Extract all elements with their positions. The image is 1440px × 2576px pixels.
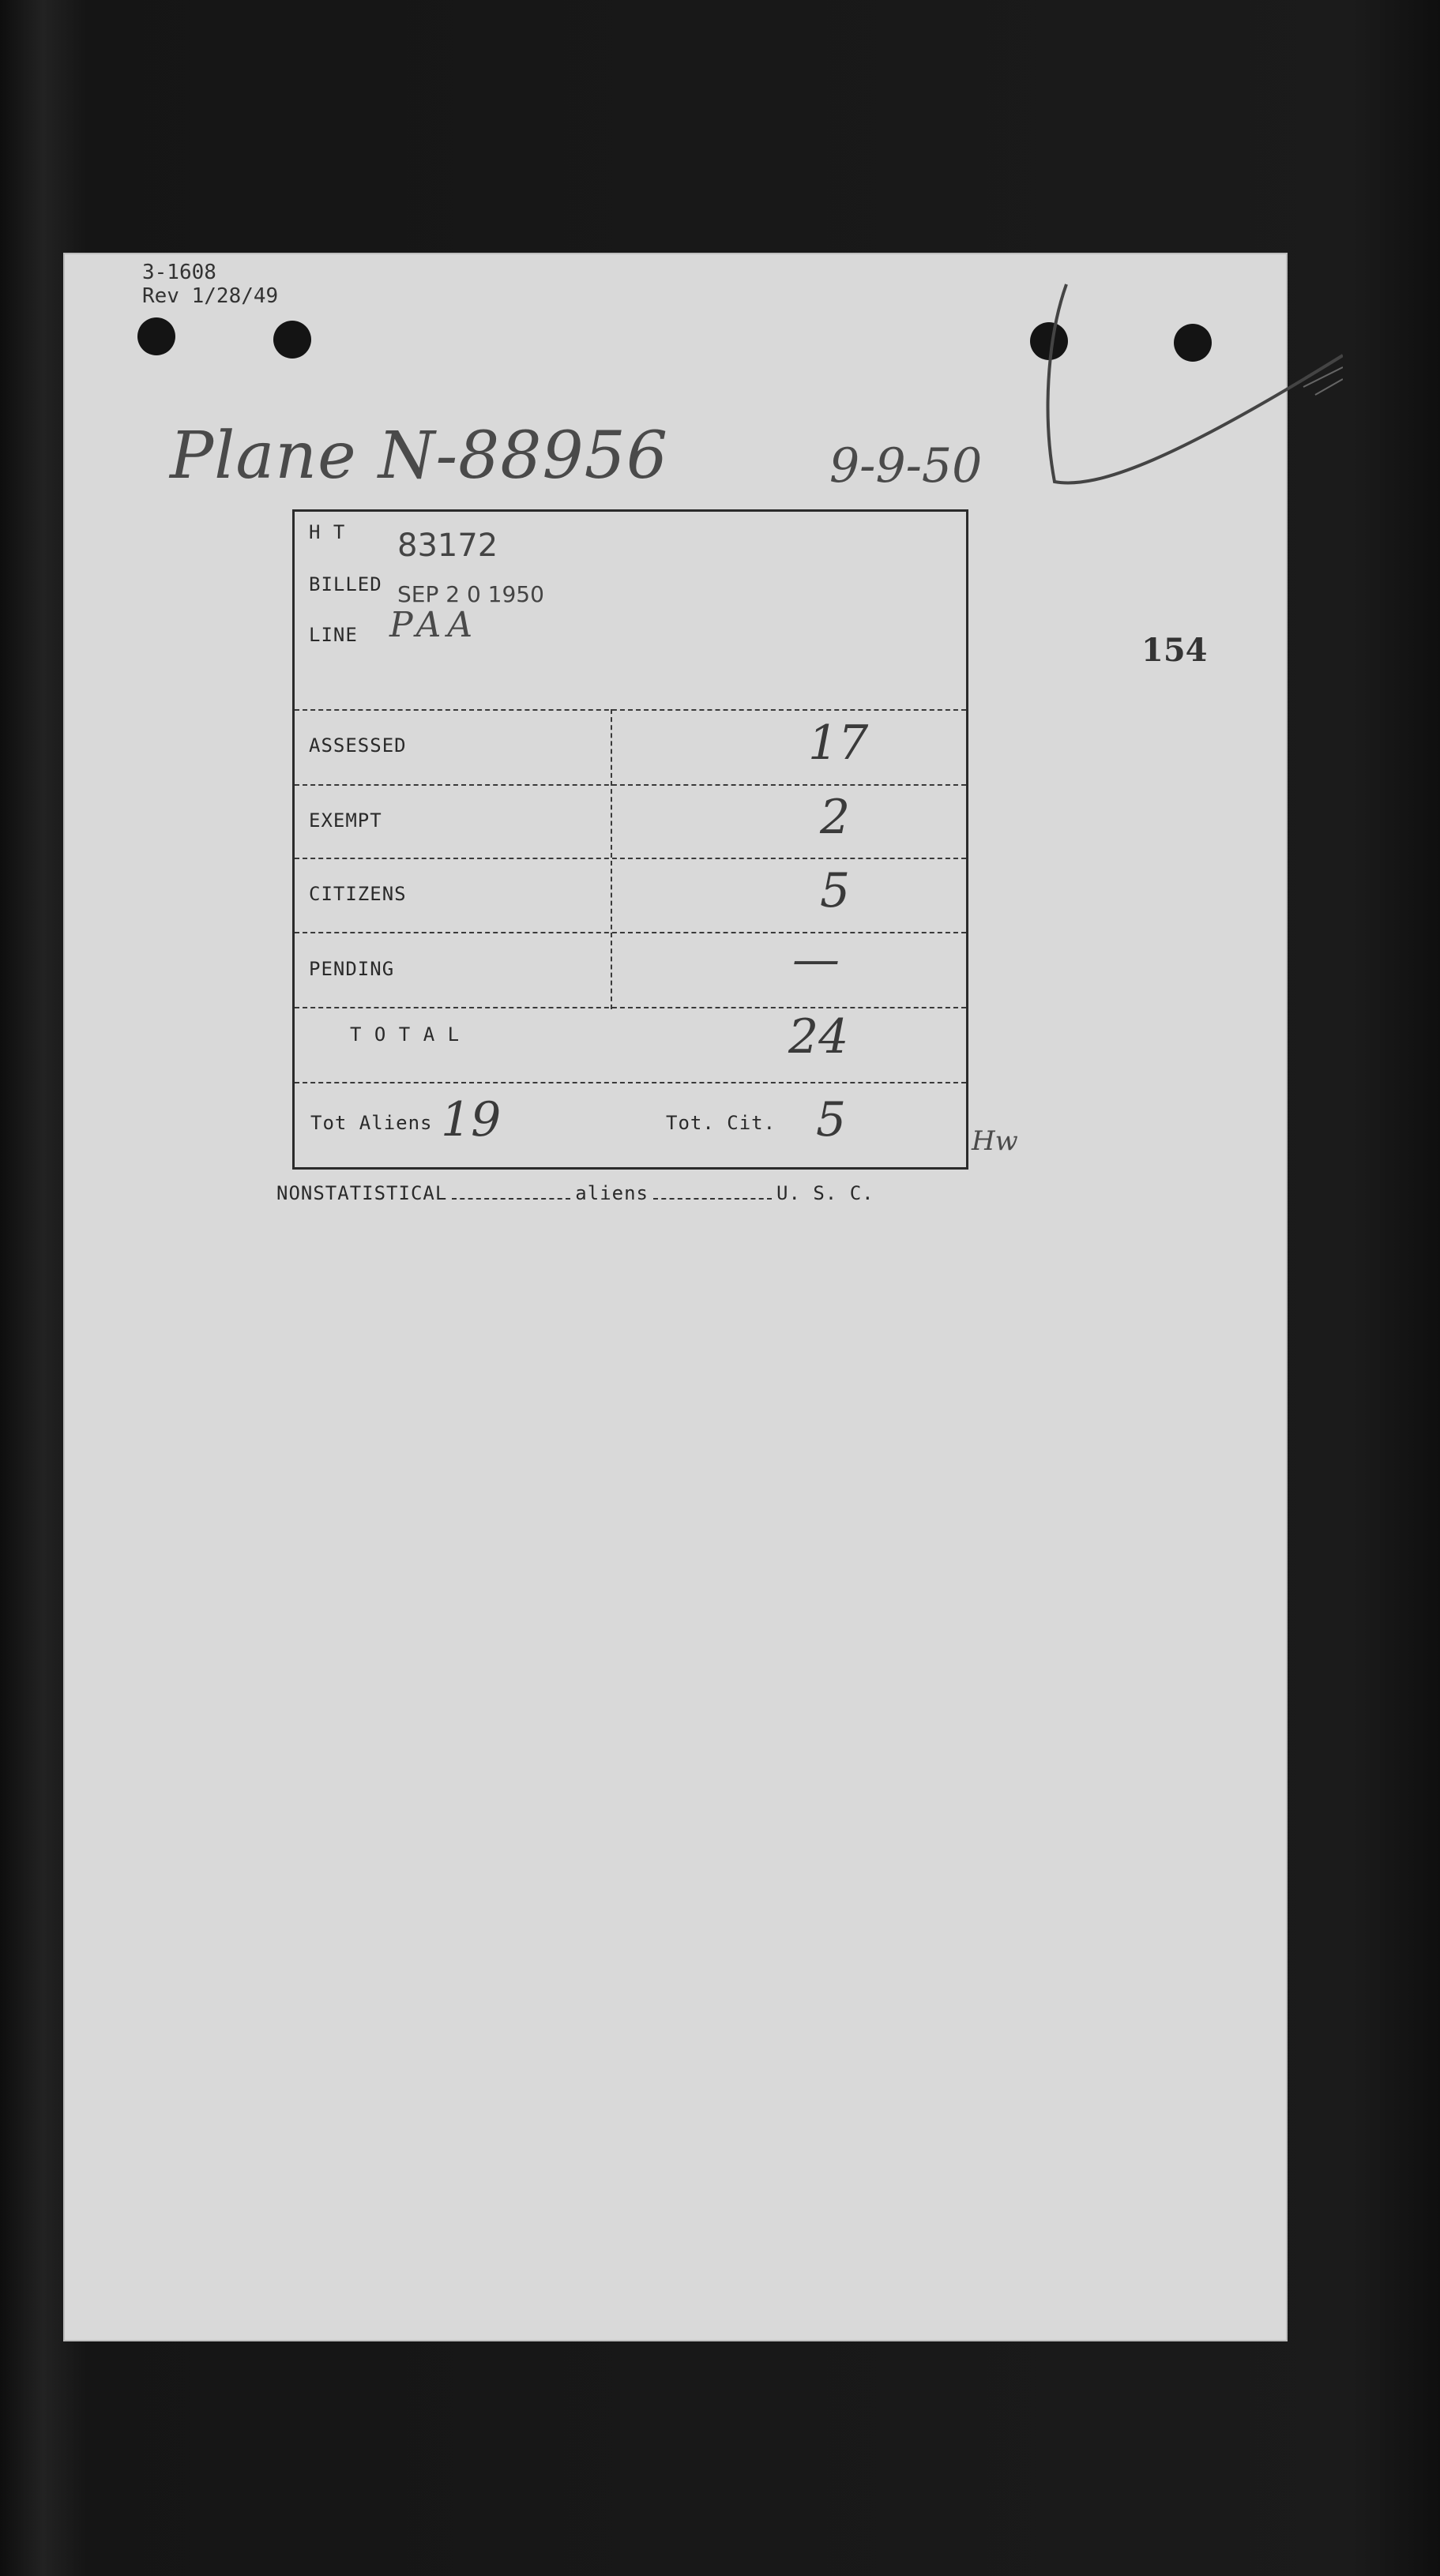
page-number: 154 xyxy=(1141,632,1208,669)
ht-label: H T xyxy=(309,521,346,543)
divider xyxy=(295,1082,966,1083)
line-value: PAA xyxy=(389,605,479,645)
blank-field xyxy=(452,1198,570,1200)
divider xyxy=(295,1007,966,1008)
punch-hole xyxy=(273,321,311,359)
row-label: PENDING xyxy=(309,958,395,980)
tot-aliens-label: Tot Aliens xyxy=(310,1112,433,1134)
row-label: EXEMPT xyxy=(309,809,382,832)
usc-label: U. S. C. xyxy=(776,1182,874,1204)
tot-aliens-value: 19 xyxy=(441,1092,502,1147)
total-label: T O T A L xyxy=(350,1023,461,1046)
line-label: LINE xyxy=(309,624,358,646)
row-value: 17 xyxy=(808,715,869,771)
divider xyxy=(295,709,966,711)
row-value: — xyxy=(792,932,840,987)
tot-cit-label: Tot. Cit. xyxy=(666,1112,776,1134)
plane-number: Plane N-88956 xyxy=(170,419,669,494)
nonstatistical-line xyxy=(276,1182,874,1204)
document-sheet xyxy=(63,253,1288,2341)
billed-date: SEP 2 0 1950 xyxy=(397,581,544,607)
billed-label: BILLED xyxy=(309,573,382,595)
initials: Hw xyxy=(972,1125,1018,1157)
tot-cit-value: 5 xyxy=(816,1092,847,1147)
manifest-stamp-table xyxy=(292,509,968,1170)
row-value: 5 xyxy=(820,863,851,918)
nonstatistical-label: NONSTATISTICAL xyxy=(276,1182,448,1204)
row-label: CITIZENS xyxy=(309,883,407,905)
form-number-block xyxy=(142,261,278,308)
form-number: 3-1608 xyxy=(142,261,216,284)
divider xyxy=(295,858,966,859)
row-value: 2 xyxy=(820,790,851,845)
divider xyxy=(295,932,966,933)
form-revision: Rev 1/28/49 xyxy=(142,284,279,308)
total-value: 24 xyxy=(788,1009,849,1065)
pen-checkmark xyxy=(972,276,1343,513)
ht-value: 83172 xyxy=(397,528,498,564)
blank-field xyxy=(653,1198,772,1200)
handwritten-date: 9-9-50 xyxy=(829,438,983,494)
aliens-label: aliens xyxy=(575,1182,649,1204)
divider xyxy=(295,784,966,786)
row-label: ASSESSED xyxy=(309,734,407,757)
column-divider xyxy=(611,709,612,1009)
punch-hole xyxy=(137,317,175,355)
